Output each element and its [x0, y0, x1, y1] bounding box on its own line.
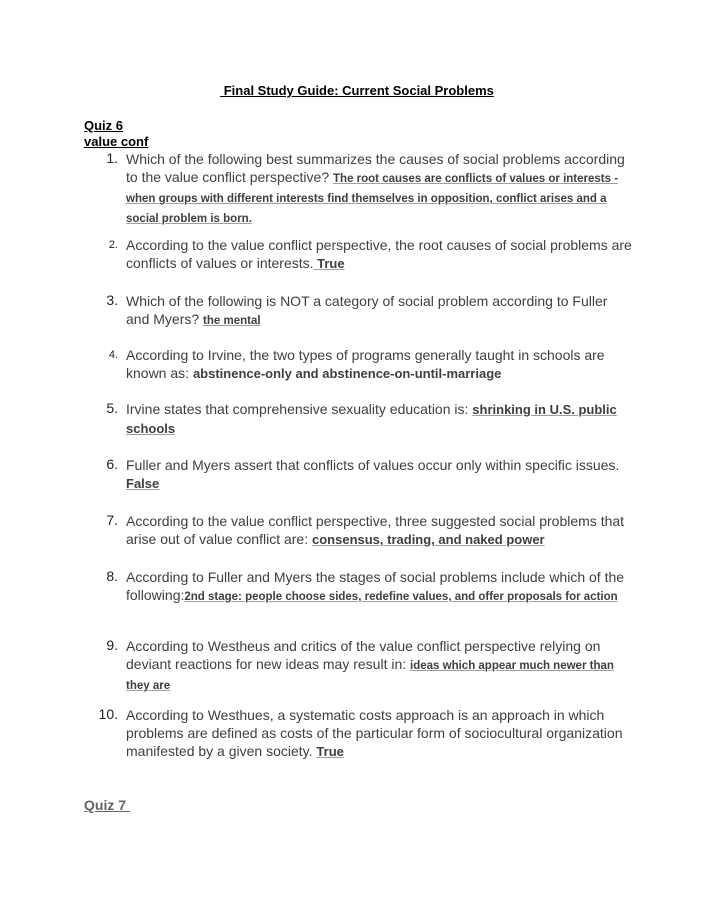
question-text: According to Irvine, the two types of programs generally taught in schools are known as: [126, 347, 605, 381]
answer-text: 2nd stage: people choose sides, redefine values, and offer proposals for action [184, 591, 618, 603]
answer-text: abstinence-only and abstinence-on-until-marriage [192, 366, 502, 381]
question-text: According to Westhues, a systematic costs approach is an approach in which problems are defined as costs of the particular form of sociocultural organization manifested by a given society. [126, 707, 623, 759]
question-text: According to Fuller and Myers the stages of social problems include which of the following: [126, 569, 625, 603]
question-text: Irvine states that comprehensive sexuality education is: [126, 401, 473, 417]
question-number: 1. [106, 150, 118, 166]
question-text-block [126, 292, 634, 330]
question-text-block [126, 568, 634, 606]
question-text-block [126, 706, 634, 761]
answer-text: True [313, 256, 345, 271]
question-text: Which of the following is NOT a category of social problem according to Fuller and Myers? [126, 293, 608, 327]
quiz6-heading: Quiz 6 [84, 118, 124, 133]
question-number: 3. [106, 292, 118, 308]
question-number: 2. [108, 239, 118, 251]
question-text: According to the value conflict perspective, three suggested social problems that arise out of value conflict are: [126, 513, 625, 547]
question-text-block [126, 346, 634, 383]
question-number: 5. [106, 400, 118, 416]
question-number: 10. [98, 706, 118, 722]
answer-text: shrinking in U.S. public schools [126, 402, 617, 436]
question-text-block [126, 456, 634, 493]
question-text-block [126, 150, 634, 228]
document-title: Final Study Guide: Current Social Problems [220, 83, 494, 98]
answer-text: consensus, trading, and naked power [312, 532, 545, 547]
answer-text: False [126, 476, 160, 491]
question-text-block [126, 236, 634, 273]
question-text: Which of the following best summarizes the causes of social problems according to the value conflict perspective? [126, 151, 625, 185]
question-text-block [126, 512, 634, 549]
answer-text: ideas which appear much newer than they are [126, 660, 614, 692]
question-text: According to the value conflict perspective, the root causes of social problems are conflicts of values or interests. [126, 237, 632, 271]
question-text-block [126, 400, 634, 438]
question-text-block [126, 637, 634, 695]
quiz6-subheading: value conf [84, 134, 149, 149]
answer-text: the mental [203, 315, 261, 327]
question-number: 6. [106, 456, 118, 472]
question-number: 4. [108, 349, 118, 361]
question-text: According to Westheus and critics of the value conflict perspective relying on deviant reactions for new ideas may result in: [126, 638, 601, 672]
question-number: 8. [106, 568, 118, 584]
question-number: 9. [106, 637, 118, 653]
answer-text: The root causes are conflicts of values or interests - when groups with different interests find themselves in opposition, conflict arises and a social problem is born. [126, 173, 619, 225]
quiz7-heading: Quiz 7 [84, 797, 130, 813]
answer-text: True [316, 744, 344, 759]
question-number: 7. [106, 512, 118, 528]
question-text: Fuller and Myers assert that conflicts of values occur only within specific issues. [126, 457, 620, 473]
